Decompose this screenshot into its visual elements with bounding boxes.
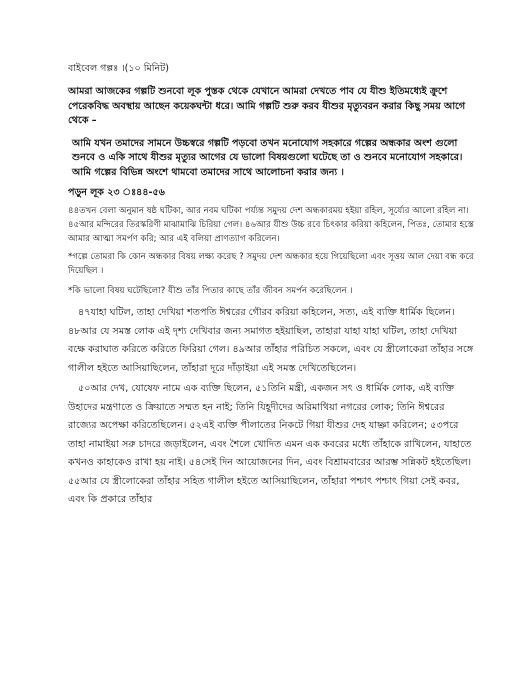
listening-instructions: আমি যখন তমাদের সামনে উচ্চস্বরে গল্পটি পড়বো তখন মনোযোগ সহকারে গল্পের অন্ধকার অংশ গুলো শুনবে ও একি সাথে যীশুর মৃত্যুর আগের যে ভালো বিষয়গুলো ঘটেছে তা ও শুনবে মনোযোগ সহকারে।আমি গল্পের বিভিন্ন অংশে থামবো তমাদের সাথে আলোচনা করার জন্য । (72, 137, 463, 178)
verses-50-55: ৫০আর দেখ, যোষেফ নামে এক ব্যক্তি ছিলেন, ৫১তিনি মন্ত্রী, একজন সৎ ও ধার্মিক লোক, এই ব্যক্তি উহাদের মন্ত্রণাতে ও ক্রিয়াতে সম্মত হন নাই; তিনি যিহূদীদের অরিমাথিয়া নগরের লোক; তিনি ঈশ্বরের রাজ্যের অপেক্ষা করিতেছিলেন। ৫২এই ব্যক্তি পীলাতের নিকটে গিয়া যীশুর দেহ যাচ্ঞা করিলেন; ৫৩পরে তাহা নামাইয়া সরু চাদরে জড়াইলেন, এবং শৈলে খোদিত এমন এক কবরের মধ্যে তাঁহাকে রাখিলেন, যাহাতে কখনও কাহাকেও রাখা হয় নাই। ৫৪সেই দিন আয়োজনের দিন, এবং বিশ্রামবারের আরম্ভ সন্নিকট হইতেছিল। ৫৫আর যে স্ত্রীলোকেরা তাঁহার সহিত গালীল হইতে আসিয়াছিলেন, তাঁহারা পশ্চাৎ পশ্চাৎ গিয়া সেই কবর, এবং কি প্রকারে তাঁহার (68, 383, 472, 505)
discussion-question-good: *কি ভালো বিষয় ঘটেছিলো? যীশু তাঁর পিতার কাছে তাঁর জীবন সমর্পন করেছিলেন । (68, 286, 353, 296)
lesson-heading: বাইবেল গল্পঃ ।(১০ মিনিট) (68, 63, 170, 74)
intro-paragraph: আমরা আজকের গল্পটি শুনবো লূক পুস্তক থেকে যেখানে আমরা দেখতে পাব যে যীশু ইতিমধ্যেই ক্রুশে পেরেকবিদ্ধ অবস্থায় আছেন কয়েকঘন্টা ধরে। আমি গল্পটি শুরু করব যীশুর মৃত্যুবরন করার কিছু সময় আগে থেকে – (68, 86, 466, 126)
discussion-question-dark: *গল্পে তোমরা কি কোন অন্ধকার বিষয় লক্ষ্য করেছ ? সমুদয় দেশ অন্ধকার হয়ে গিয়েছিলো এবং সূত্তয় আল দেয়া বন্ধ করে দিয়েছিল । (68, 252, 474, 276)
verses-47-49: ৪৭যাহা ঘটিল, তাহা দেখিয়া শতপতি ঈশ্বরের গৌরব করিয়া কহিলেন, সত্য, এই ব্যক্তি ধার্মিক ছিলেন। ৪৮আর যে সমস্ত লোক এই দৃশ্য দেখিবার জন্য সমাগত হইয়াছিল, তাহারা যাহা যাহা ঘটিল, তাহা দেখিয়া বক্ষে করাঘাত করিতে করিতে ফিরিয়া গেল। ৪৯আর তাঁহার পরিচিত সকলে, এবং যে স্ত্রীলোকেরা তাঁহার সঙ্গে গালীল হইতে আসিয়াছিলেন, তাঁহারা দূরে দাঁড়াইয়া এই সমস্ত দেখিতেছিলেন। (68, 307, 474, 374)
document-page (68, 62, 476, 510)
verses-44-46: ৪৪তখন বেলা অনুমান ষষ্ঠ ঘটিকা, আর নবম ঘটিকা পর্য্যন্ত সমুদয় দেশ অন্ধকারময় হইয়া রহিল, সূর্য্যের আলো রহিল না। ৪৫আর মন্দিরের তিরস্করিণী মাঝামাঝি চিরিয়া গেল। ৪৬আর যীশু উচ্চ রবে চিৎকার করিয়া কহিলেন, পিতঃ, তোমার হস্তে আমার আত্মা সমর্পণ করি; আর এই বলিয়া প্রাণত্যাগ করিলেন। (68, 206, 474, 244)
scripture-reference: পড়ুন লূক ২৩ ঃ৪৪-৫৬ (68, 187, 165, 198)
